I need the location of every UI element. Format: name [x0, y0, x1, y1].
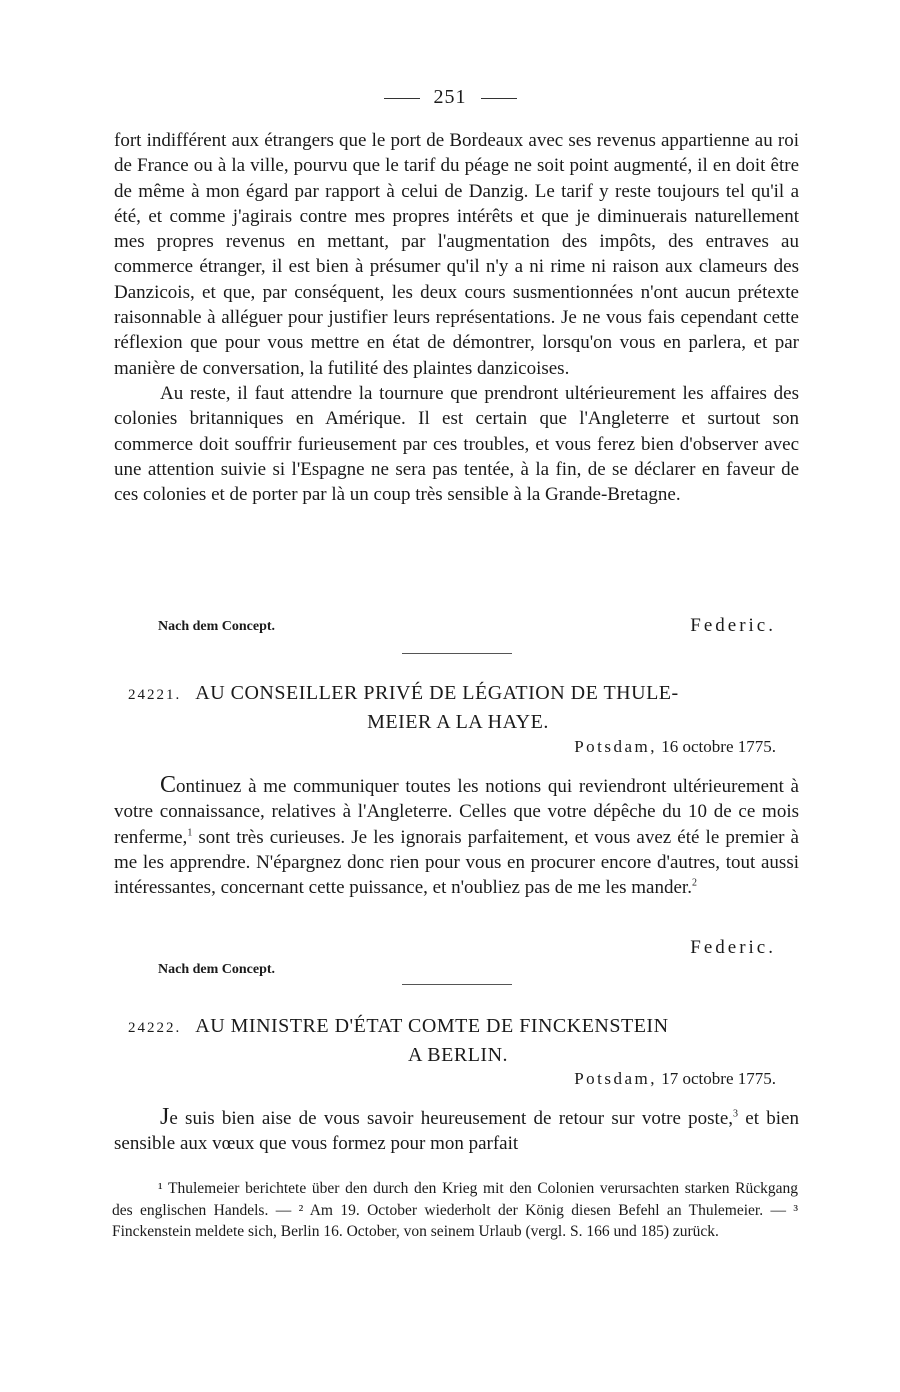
- initial-capital: J: [160, 1104, 170, 1130]
- letter-previous-body: [114, 128, 799, 507]
- dateline-place: Potsdam,: [574, 737, 658, 756]
- section-divider: [402, 653, 512, 654]
- letter-24221-body: [114, 773, 799, 900]
- letter-previous-paragraph-2: Au reste, il faut attendre la tournure que prendront ultérieurement les affaires des colonies britanniques en Amérique. Il est certain que l'Angleterre et surtout son commerce doit souffrir furieusement par ces troubles, et vous ferez bien d'observer avec une attention suivie si l'Espagne ne sera pas tentée, à la fin, de se déclarer en faveur de ces colonies et de porter par là un coup très sensible à la Grande-Bretagne.: [114, 382, 799, 506]
- letter-previous-closing: [158, 613, 776, 637]
- page-number: 251: [433, 86, 467, 108]
- header-dash-right: [481, 98, 517, 99]
- footnotes-text: ¹ Thulemeier berichtete über den durch den Krieg mit den Colonien verursachten starken Rückgang des englischen Handels. — ² Am 19. October wiederholt der König diesen Befehl an Thulemeier. — ³ Finckenstein meldete sich, Berlin 16. October, von seinem Urlaub (vergl. S. 166 und 185) zurück.: [112, 1180, 798, 1240]
- paragraph-text-a: ontinuez à me communiquer toutes les notions qui reviendront ultérieurement à votre connaissance, relatives à l'Angleterre. Celles que votre dépêche du 10 de ce mois renferme,: [114, 776, 799, 848]
- signature: Federic.: [690, 615, 776, 636]
- initial-capital: C: [160, 772, 177, 798]
- letter-24222-dateline: [574, 1069, 776, 1089]
- footnote-ref: 3: [733, 1108, 739, 1120]
- source-note: Nach dem Concept.: [158, 962, 276, 977]
- page-header: [0, 86, 900, 109]
- footnotes: [112, 1178, 798, 1243]
- letter-24221-dateline: [574, 737, 776, 757]
- section-divider: [402, 984, 512, 985]
- footnote-ref: 1: [187, 827, 193, 839]
- dateline-place: Potsdam,: [574, 1069, 658, 1088]
- signature: Federic.: [690, 937, 776, 958]
- paragraph-text-b: sont très curieuses. Je les ignorais parfaitement, et vous avez été le premier à me les apprendre. N'épargnez donc rien pour vous en procurer encore d'autres, tout aussi intéressantes, concernant cette puissance, et n'oubliez pas de me les mander.: [114, 826, 799, 899]
- letter-24222-body: [114, 1105, 799, 1157]
- letter-24221-heading: [128, 680, 788, 736]
- dateline-date: 17 octobre 1775.: [661, 1069, 776, 1088]
- heading-line-2: A BERLIN.: [407, 1044, 509, 1066]
- heading-line-1: AU MINISTRE D'ÉTAT COMTE DE FINCKENSTEIN: [195, 1015, 669, 1037]
- header-dash-left: [384, 98, 420, 99]
- letter-24221-source-line: [158, 956, 776, 980]
- paragraph-text-a: e suis bien aise de vous savoir heureusement de retour sur votre poste,: [169, 1108, 734, 1129]
- letter-24222-heading: [128, 1013, 788, 1069]
- letter-24221-paragraph: [114, 773, 799, 900]
- letter-previous-paragraph-1: fort indifférent aux étrangers que le port de Bordeaux avec ses revenus appartienne au roi de France ou à la ville, pourvu que le tarif du péage ne soit point augmenté, il en doit être de même à mon égard par rapport à celui de Danzig. Le tarif y reste toujours tel qu'il a été, et comme j'agirais contre mes propres intérêts et que je diminuerais naturellement mes propres revenus en mettant, par l'augmentation des impôts, des entraves au commerce étranger, il est bien à présumer qu'il n'y a ni rime ni raison aux clameurs des Danzicois, et que, par conséquent, les deux cours susmentionnées n'ont aucun prétexte raisonnable à alléguer pour justifier leurs représentations. Je ne vous fais cependant cette réflexion que pour vous mettre en état de démontrer, lorsqu'on vous en parlera, et par manière de conversation, la futilité des plaintes danzicoises.: [114, 130, 799, 379]
- paragraph-text-b: et bien sensible aux vœux que vous formez pour mon parfait: [114, 1108, 799, 1155]
- heading-line-2: MEIER A LA HAYE.: [367, 711, 549, 733]
- dateline-date: 16 octobre 1775.: [661, 737, 776, 756]
- letter-24222-paragraph: [114, 1105, 799, 1157]
- source-note: Nach dem Concept.: [158, 619, 276, 634]
- letter-number: 24221.: [128, 687, 182, 703]
- footnote-ref: 2: [691, 877, 697, 889]
- letter-number: 24222.: [128, 1020, 182, 1036]
- heading-line-1: AU CONSEILLER PRIVÉ DE LÉGATION DE THULE-: [195, 682, 679, 704]
